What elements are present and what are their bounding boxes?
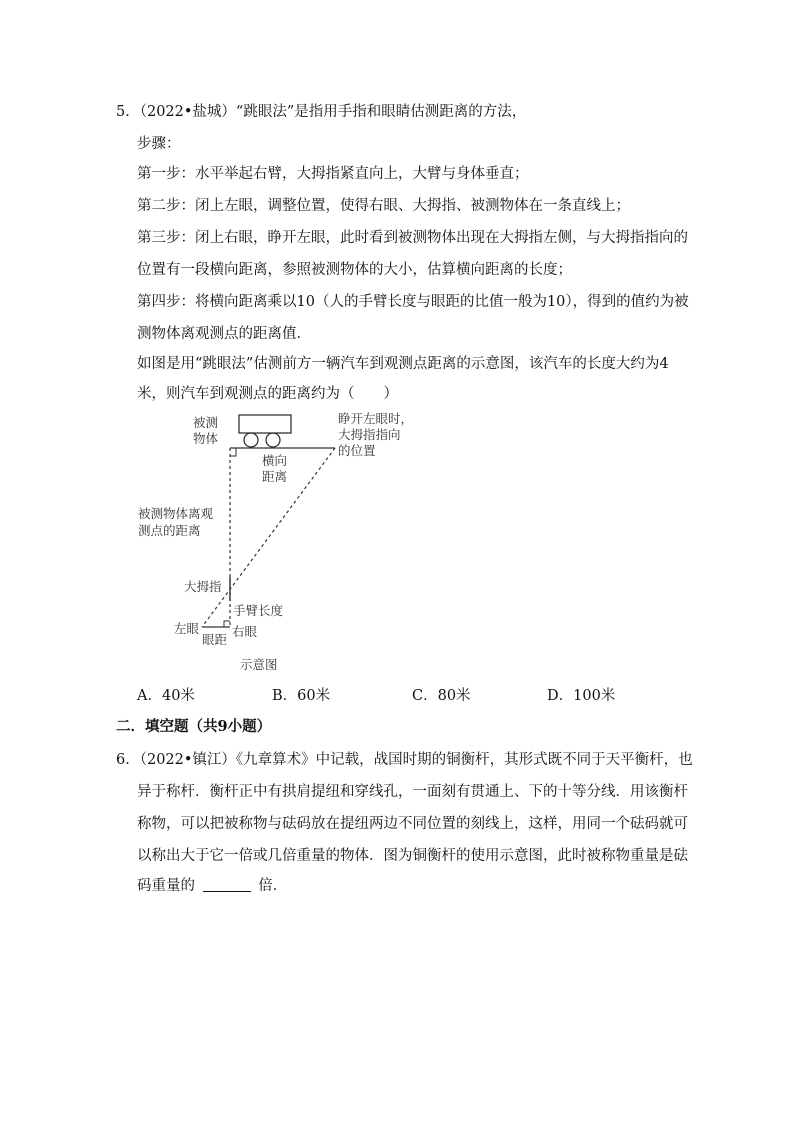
- q6-line-5: [137, 876, 287, 896]
- q5-option-a: A．40米: [137, 688, 195, 704]
- q5-step-4-line-2: 测物体离观测点的距离值．: [137, 326, 311, 342]
- label-arm: 手臂长度: [233, 603, 284, 618]
- label-lateral-2: 距离: [262, 469, 288, 484]
- q5-steps-heading: 步骤：: [137, 136, 181, 152]
- q6-line-5-start: 码重量的: [137, 878, 195, 894]
- label-distance-2: 测点的距离: [138, 523, 201, 538]
- label-eye-distance: 眼距: [202, 632, 228, 647]
- q5-figure-intro-line-1: 如图是用“跳眼法”估测前方一辆汽车到观测点距离的示意图，该汽车的长度大约为4: [137, 356, 669, 372]
- section-heading-fill-in: 二．填空题（共9小题）: [116, 718, 272, 735]
- label-thumb: 大拇指: [184, 579, 222, 594]
- label-left-eye: 左眼: [174, 621, 200, 636]
- label-left-eye-view-1: 睁开左眼时，: [338, 411, 414, 426]
- q5-figure-intro-line-2: 米，则汽车到观测点的距离约为（ ）: [137, 386, 398, 402]
- label-object-1: 被测: [193, 415, 219, 430]
- label-object-2: 物体: [193, 431, 219, 446]
- car-wheel-left: [244, 433, 258, 447]
- q5-diagram: [130, 405, 430, 680]
- label-left-eye-view-2: 大拇指指向: [338, 427, 401, 442]
- q6-line-1: 6．（2022•镇江）《九章算术》中记载，战国时期的铜衡杆，其形式既不同于天平衡杆，也: [116, 752, 693, 768]
- right-angle-mark-top: [230, 448, 236, 456]
- right-angle-mark-bottom: [224, 621, 230, 627]
- car-wheel-right: [266, 433, 280, 447]
- q5-option-b: B．60米: [272, 688, 331, 704]
- label-lateral-1: 横向: [262, 453, 288, 468]
- q6-line-4: 以称出大于它一倍或几倍重量的物体．图为铜衡杆的使用示意图，此时被称物重量是砝: [137, 848, 688, 864]
- car-body: [239, 415, 291, 433]
- figure-caption: 示意图: [240, 657, 278, 672]
- q5-step-2: 第二步：闭上左眼，调整位置，使得右眼、大拇指、被测物体在一条直线上；: [137, 198, 630, 214]
- q5-step-3-line-2: 位置有一段横向距离，参照被测物体的大小，估算横向距离的长度；: [137, 262, 572, 278]
- label-distance-1: 被测物体离观: [138, 506, 214, 521]
- q6-line-5-end: 倍．: [258, 878, 288, 894]
- q5-step-1: 第一步：水平举起右臂，大拇指紧直向上，大臂与身体垂直；: [137, 166, 529, 182]
- q5-step-3-line-1: 第三步：闭上右眼，睁开左眼，此时看到被测物体出现在大拇指左侧，与大拇指指向的: [137, 230, 688, 246]
- label-right-eye: 右眼: [232, 624, 258, 639]
- label-left-eye-view-3: 的位置: [338, 443, 376, 458]
- q5-option-c: C．80米: [412, 688, 471, 704]
- q6-line-2: 异于称杆．衡杆正中有拱肩提纽和穿线孔，一面刻有贯通上、下的十等分线．用该衡杆: [137, 784, 688, 800]
- q5-step-4-line-1: 第四步：将横向距离乘以10（人的手臂长度与眼距的比值一般为10），得到的值约为被: [137, 294, 689, 310]
- q5-option-d: D．100米: [547, 688, 616, 704]
- q6-answer-blank[interactable]: [203, 891, 251, 892]
- q6-line-3: 称物，可以把被称物与砝码放在提纽两边不同位置的刻线上，这样，用同一个砝码就可: [137, 816, 688, 832]
- q5-stem-line-1: 5．（2022•盐城）“跳眼法”是指用手指和眼睛估测距离的方法，: [116, 104, 527, 120]
